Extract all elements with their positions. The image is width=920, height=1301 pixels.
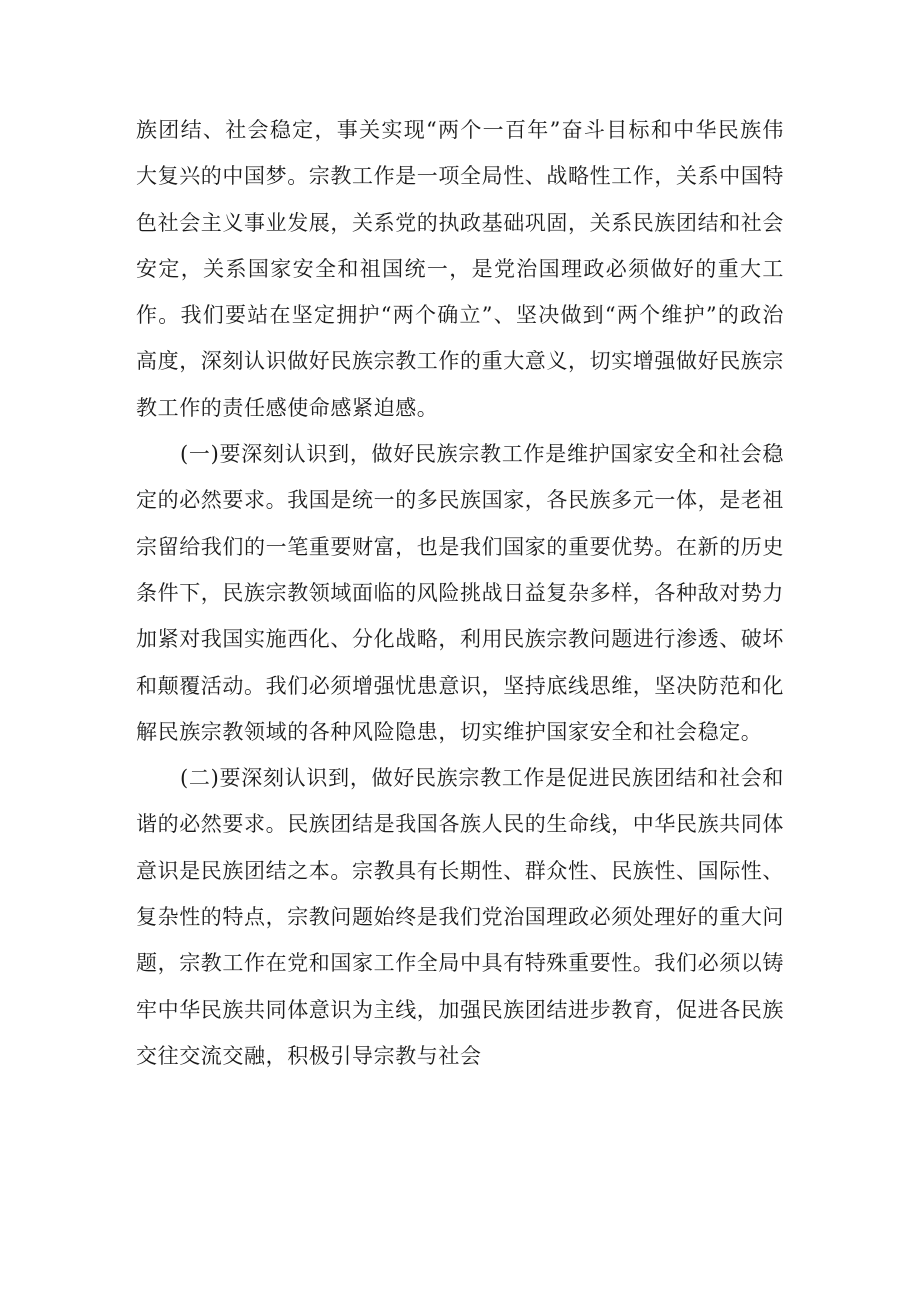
paragraph-continuation: 族团结、社会稳定，事关实现“两个一百年”奋斗目标和中华民族伟大复兴的中国梦。宗教工作是一项全局性、战略性工作，关系中国特色社会主义事业发展，关系党的执政基础巩固，关系民族团结和社会安定，关系国家安全和祖国统一，是党治国理政必须做好的重大工作。我们要站在坚定拥护“两个确立”、坚决做到“两个维护”的政治高度，深刻认识做好民族宗教工作的重大意义，切实增强做好民族宗教工作的责任感使命感紧迫感。	[136, 118, 784, 420]
document-body	[136, 107, 784, 1079]
paragraph-section-two: (二)要深刻认识到，做好民族宗教工作是促进民族团结和社会和谐的必然要求。民族团结是我国各族人民的生命线，中华民族共同体意识是民族团结之本。宗教具有长期性、群众性、民族性、国际性、复杂性的特点，宗教问题始终是我们党治国理政必须处理好的重大问题，宗教工作在党和国家工作全局中具有特殊重要性。我们必须以铸牢中华民族共同体意识为主线，加强民族团结进步教育，促进各民族交往交流交融，积极引导宗教与社会	[136, 766, 784, 1068]
paragraph-section-one: (一)要深刻认识到，做好民族宗教工作是维护国家安全和社会稳定的必然要求。我国是统一的多民族国家，各民族多元一体，是老祖宗留给我们的一笔重要财富，也是我们国家的重要优势。在新的历史条件下，民族宗教领域面临的风险挑战日益复杂多样，各种敌对势力加紧对我国实施西化、分化战略，利用民族宗教问题进行渗透、破坏和颠覆活动。我们必须增强忧患意识，坚持底线思维，坚决防范和化解民族宗教领域的各种风险隐患，切实维护国家安全和社会稳定。	[136, 442, 784, 744]
